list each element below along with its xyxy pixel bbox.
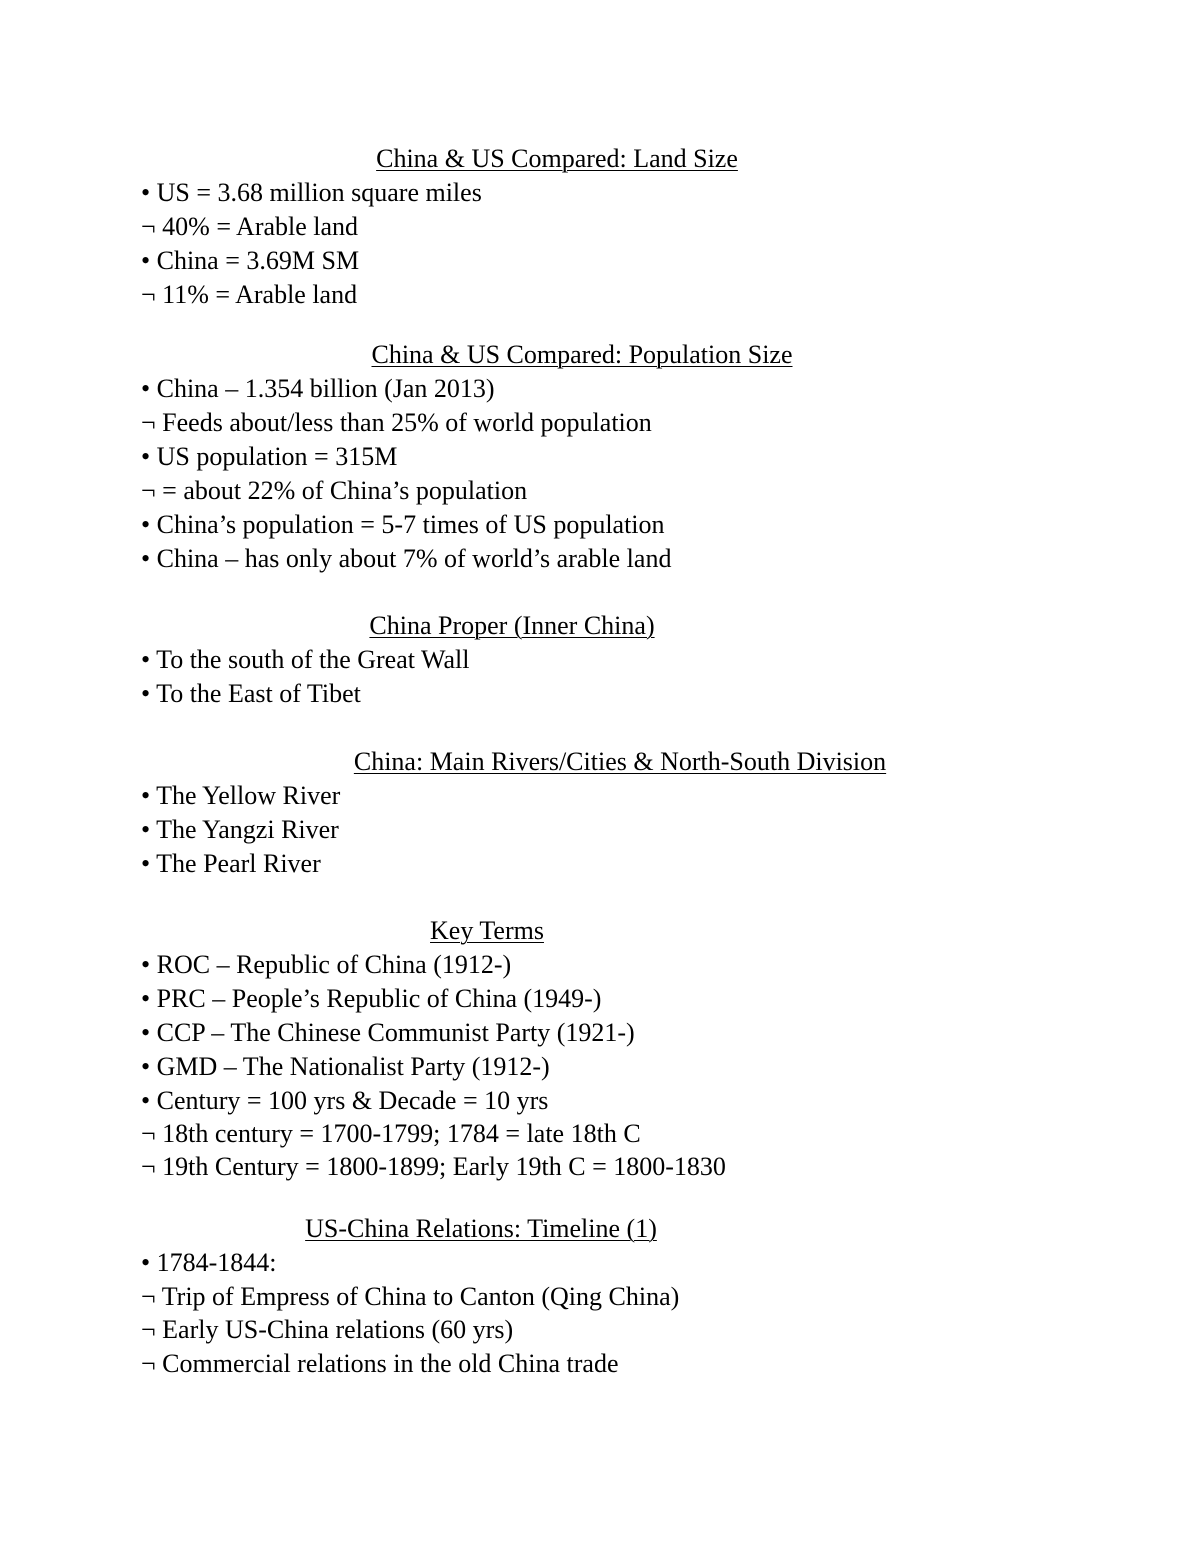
bullet-marker: • <box>141 246 151 275</box>
section-heading-key-terms: Key Terms <box>430 916 544 945</box>
list-item-text: ROC – Republic of China (1912-) <box>156 950 512 979</box>
list-item-text: The Yangzi River <box>156 815 339 844</box>
sub-bullet-marker: ¬ <box>141 476 156 505</box>
list-item-text: To the East of Tibet <box>156 679 361 708</box>
list-item-text: Feeds about/less than 25% of world population <box>162 408 652 437</box>
list-item-text: 1784-1844: <box>156 1248 277 1277</box>
list-item-text: = about 22% of China’s population <box>162 476 528 505</box>
sub-bullet-marker: ¬ <box>141 212 156 241</box>
sub-bullet-marker: ¬ <box>141 280 156 309</box>
bullet-marker: • <box>141 1086 151 1115</box>
list-item <box>141 176 482 210</box>
list-item-text: 40% = Arable land <box>162 212 359 241</box>
bullet-marker: • <box>141 815 151 844</box>
list-item-text: The Pearl River <box>156 849 321 878</box>
list-item-text: The Yellow River <box>156 781 341 810</box>
bullet-marker: • <box>141 510 151 539</box>
sub-bullet-marker: ¬ <box>141 1119 156 1148</box>
list-item-text: GMD – The Nationalist Party (1912-) <box>156 1052 550 1081</box>
list-item <box>141 1313 513 1347</box>
bullet-marker: • <box>141 781 151 810</box>
list-item <box>141 1347 619 1381</box>
list-item <box>141 1246 277 1280</box>
section-heading-main-rivers: China: Main Rivers/Cities & North-South Division <box>353 747 887 776</box>
list-item-text: China = 3.69M SM <box>156 246 360 275</box>
list-item <box>141 210 358 244</box>
section-heading-land-size: China & US Compared: Land Size <box>376 144 738 173</box>
list-item-text: Century = 100 yrs & Decade = 10 yrs <box>156 1086 549 1115</box>
list-item <box>141 278 357 312</box>
list-item-text: China’s population = 5-7 times of US population <box>156 510 665 539</box>
bullet-marker: • <box>141 374 151 403</box>
sub-bullet-marker: ¬ <box>141 1315 156 1344</box>
section-heading-timeline: US-China Relations: Timeline (1) <box>305 1214 657 1243</box>
list-item-text: US population = 315M <box>156 442 398 471</box>
bullet-marker: • <box>141 178 151 207</box>
list-item <box>141 1016 635 1050</box>
list-item-text: To the south of the Great Wall <box>156 645 470 674</box>
list-item <box>141 1050 550 1084</box>
list-item-text: CCP – The Chinese Communist Party (1921-) <box>156 1018 635 1047</box>
section-heading-population-size: China & US Compared: Population Size <box>371 340 793 369</box>
list-item <box>141 948 511 982</box>
bullet-marker: • <box>141 544 151 573</box>
list-item <box>141 813 339 847</box>
sub-bullet-marker: ¬ <box>141 1152 156 1181</box>
list-item-text: Commercial relations in the old China trade <box>162 1349 619 1378</box>
list-item <box>141 643 469 677</box>
list-item <box>141 440 397 474</box>
sub-bullet-marker: ¬ <box>141 408 156 437</box>
bullet-marker: • <box>141 442 151 471</box>
list-item-text: 18th century = 1700-1799; 1784 = late 18th C <box>162 1119 641 1148</box>
list-item-text: 19th Century = 1800-1899; Early 19th C = 1800-1830 <box>162 1152 726 1181</box>
bullet-marker: • <box>141 849 151 878</box>
list-item <box>141 508 665 542</box>
bullet-marker: • <box>141 950 151 979</box>
list-item <box>141 244 359 278</box>
list-item <box>141 1117 641 1151</box>
bullet-marker: • <box>141 679 151 708</box>
list-item <box>141 406 652 440</box>
bullet-marker: • <box>141 984 151 1013</box>
bullet-marker: • <box>141 1052 151 1081</box>
bullet-marker: • <box>141 645 151 674</box>
list-item <box>141 474 527 508</box>
sub-bullet-marker: ¬ <box>141 1282 156 1311</box>
list-item-text: China – has only about 7% of world’s arable land <box>156 544 672 573</box>
list-item-text: China – 1.354 billion (Jan 2013) <box>156 374 495 403</box>
section-heading-china-proper: China Proper (Inner China) <box>369 611 655 640</box>
list-item <box>141 1280 679 1314</box>
list-item <box>141 847 321 881</box>
list-item-text: PRC – People’s Republic of China (1949-) <box>156 984 602 1013</box>
list-item-text: Trip of Empress of China to Canton (Qing China) <box>161 1282 680 1311</box>
list-item-text: 11% = Arable land <box>162 280 358 309</box>
list-item-text: Early US-China relations (60 yrs) <box>162 1315 514 1344</box>
list-item-text: US = 3.68 million square miles <box>156 178 482 207</box>
list-item <box>141 982 601 1016</box>
list-item <box>141 542 671 576</box>
bullet-marker: • <box>141 1018 151 1047</box>
list-item <box>141 779 340 813</box>
bullet-marker: • <box>141 1248 151 1277</box>
sub-bullet-marker: ¬ <box>141 1349 156 1378</box>
list-item <box>141 1150 726 1184</box>
list-item <box>141 372 495 406</box>
list-item <box>141 1084 548 1118</box>
list-item <box>141 677 361 711</box>
